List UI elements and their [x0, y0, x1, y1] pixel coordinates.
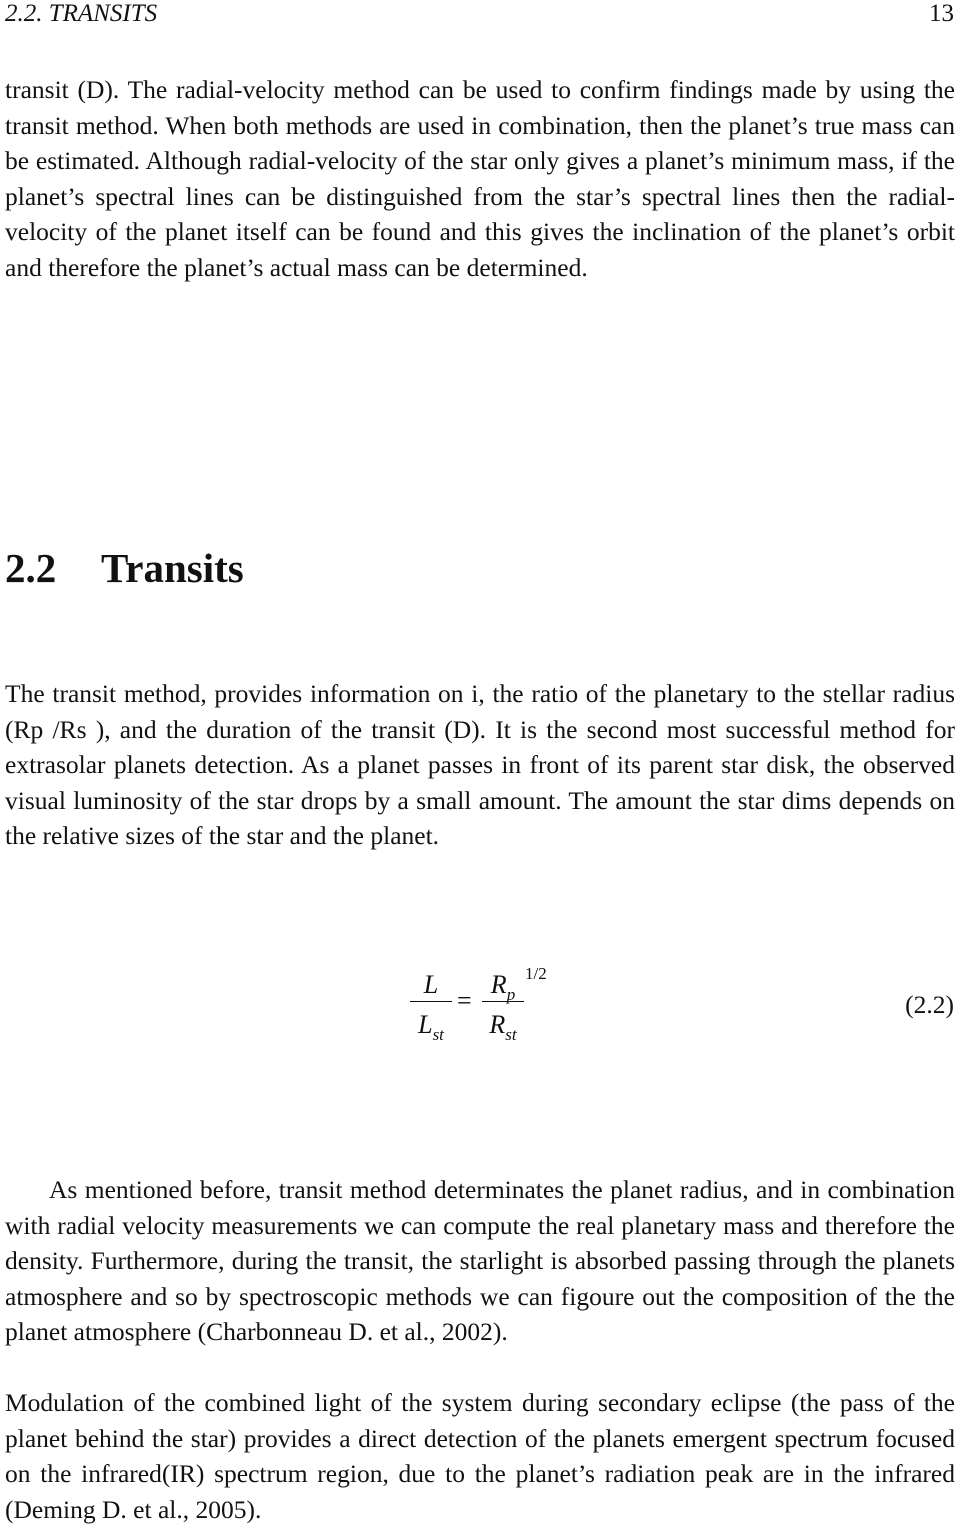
- exponent: 1/2: [525, 964, 547, 983]
- section-number: 2.2: [5, 545, 57, 591]
- subscript-st: st: [432, 1025, 444, 1044]
- fraction-luminosity: [410, 960, 452, 1050]
- fraction-numerator: [482, 970, 524, 1005]
- fraction-bar: [410, 1001, 452, 1002]
- symbol-R: R: [489, 1010, 506, 1039]
- fraction-radius: [482, 960, 524, 1050]
- equals-sign: =: [457, 986, 472, 1015]
- fraction-denominator: [410, 1010, 452, 1045]
- running-head: [5, 0, 954, 28]
- subscript-st: st: [505, 1025, 517, 1044]
- paragraph-transit-method: The transit method, provides information on i, the ratio of the planetary to the stellar radius (Rp /Rs ), and the duration of the transit (D). It is the second most successful method for extrasolar planets detection. As a planet passes in front of its parent star disk, the observed visual luminosity of the star drops by a small amount. The amount the star dims depends on the relative sizes of the star and the planet.: [5, 679, 955, 851]
- running-head-section: 2.2. TRANSITS: [5, 0, 158, 27]
- section-heading: [5, 545, 244, 591]
- page-number: 13: [929, 0, 954, 27]
- fraction-numerator: [410, 970, 452, 1000]
- symbol-L: L: [418, 1010, 433, 1039]
- symbol-R: R: [490, 970, 507, 999]
- fraction-bar: [482, 1001, 524, 1002]
- fraction-denominator: [482, 1010, 524, 1045]
- section-title: Transits: [101, 545, 244, 591]
- symbol-L: L: [423, 970, 439, 999]
- equation-2-2: [0, 960, 960, 1060]
- equation-number: (2.2): [905, 990, 954, 1019]
- subscript-p: p: [506, 985, 516, 1004]
- paragraph-density: As mentioned before, transit method determinates the planet radius, and in combination with radial velocity measurements we can compute the real planetary mass and therefore the density. Furthermore, during the transit, the starlight is absorbed passing through the planets atmosphere and so by spectroscopic methods we can figoure out the composition of the the planet atmosphere (Charbonneau D. et al., 2002).: [5, 1175, 955, 1347]
- paragraph-secondary-eclipse: Modulation of the combined light of the system during secondary eclipse (the pass of the planet behind the star) provides a direct detection of the planets emergent spectrum focused on the infrared(IR) spectrum region, due to the planet’s radiation peak are in the infrared (Deming D. et al., 2005).: [5, 1388, 955, 1524]
- paragraph-radial-velocity: transit (D). The radial-velocity method can be used to confirm findings made by using the transit method. When both methods are used in combination, then the planet’s true mass can be estimated. Although radial-velocity of the star only gives a planet’s minimum mass, if the planet’s spectral lines can be distinguished from the star’s spectral lines then the radial-velocity of the planet itself can be found and this gives the inclination of the planet’s orbit and therefore the planet’s actual mass can be determined.: [5, 75, 955, 282]
